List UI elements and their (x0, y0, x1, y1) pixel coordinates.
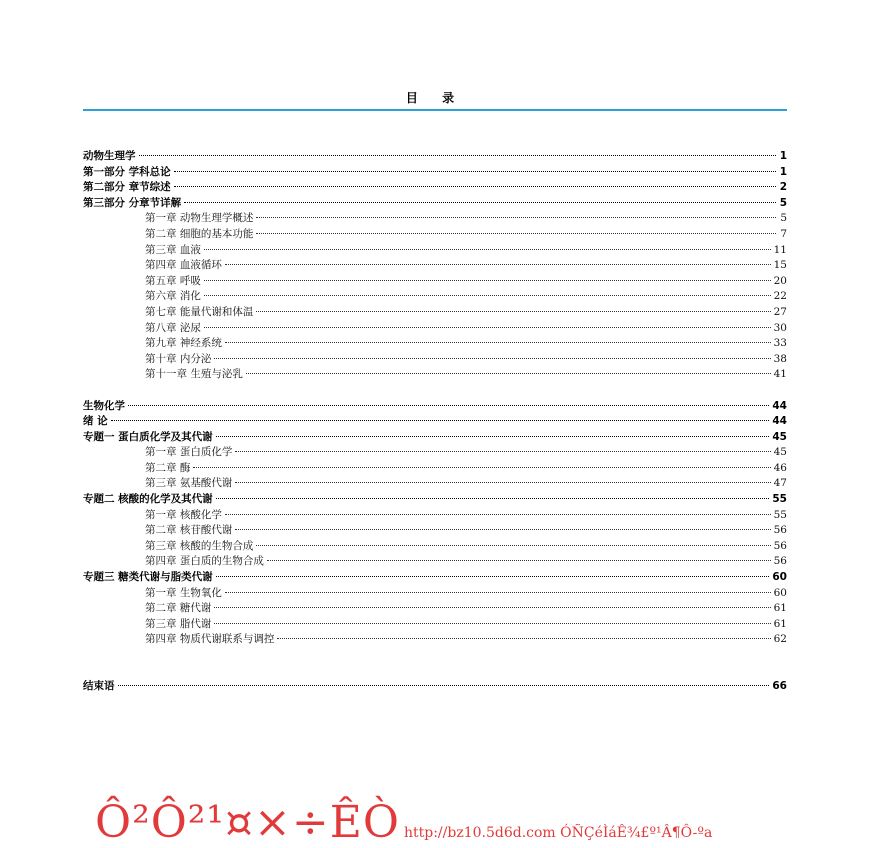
toc-title: 目 录 (405, 91, 465, 105)
dot-leader (235, 482, 770, 483)
toc-entry-page: 44 (772, 399, 787, 412)
dot-leader (225, 342, 771, 343)
toc-chapter-entry[interactable] (83, 227, 787, 243)
toc-part-entry[interactable] (83, 414, 787, 430)
toc-chapter-entry[interactable] (83, 445, 787, 461)
dot-leader (139, 155, 777, 156)
toc-part-entry[interactable] (83, 165, 787, 181)
toc-chapter-entry[interactable] (83, 211, 787, 227)
toc-entry-page: 5 (779, 196, 787, 209)
dot-leader (204, 249, 771, 250)
toc-entry-page: 20 (773, 274, 787, 287)
toc-entry-label: 生物化学 (83, 399, 125, 412)
toc-entry-label: 第二部分 章节综述 (83, 181, 171, 194)
toc-entry-page: 11 (773, 243, 787, 256)
toc-entry-label: 第四章 物质代谢联系与调控 (145, 633, 275, 646)
dot-leader (225, 514, 771, 515)
toc-entry-page: 2 (779, 181, 787, 194)
toc-entry-label: 第一章 蛋白质化学 (145, 446, 233, 459)
toc-chapter-entry[interactable] (83, 243, 787, 259)
toc-part-entry[interactable] (83, 180, 787, 196)
toc-entry-page: 61 (773, 602, 787, 615)
toc-chapter-entry[interactable] (83, 461, 787, 477)
toc-entry-label: 第三章 血液 (145, 243, 201, 256)
dot-leader (174, 186, 776, 187)
toc-entry-label: 第四章 血液循环 (145, 259, 222, 272)
dot-leader (214, 358, 770, 359)
dot-leader (193, 467, 770, 468)
toc-entry-label: 第三章 脂代谢 (145, 617, 212, 630)
dot-leader (256, 311, 770, 312)
dot-leader (128, 405, 769, 406)
toc-chapter-entry[interactable] (83, 352, 787, 368)
toc-chapter-entry[interactable] (83, 586, 787, 602)
toc-part-entry[interactable] (83, 679, 787, 695)
toc-entry-label: 结束语 (83, 680, 115, 692)
toc-chapter-entry[interactable] (83, 367, 787, 383)
toc-part-entry[interactable] (83, 430, 787, 446)
toc-entry-page: 56 (773, 524, 787, 537)
toc-entry-page: 33 (773, 337, 787, 350)
toc-chapter-entry[interactable] (83, 289, 787, 305)
toc-entry-page: 56 (773, 555, 787, 568)
toc-chapter-entry[interactable] (83, 336, 787, 352)
table-of-contents (83, 149, 787, 695)
toc-entry-page: 47 (773, 477, 787, 490)
dot-leader (256, 233, 776, 234)
toc-entry-label: 专题一 蛋白质化学及其代谢 (83, 430, 213, 443)
toc-entry-page: 45 (773, 446, 787, 459)
toc-entry-label: 第十章 内分泌 (145, 352, 212, 365)
dot-leader (184, 202, 776, 203)
toc-entry-label: 第三章 核酸的生物合成 (145, 539, 254, 552)
toc-part-entry[interactable] (83, 492, 787, 508)
toc-entry-page: 55 (772, 493, 787, 506)
dot-leader (256, 545, 770, 546)
toc-entry-page: 66 (772, 680, 787, 692)
toc-entry-label: 第三部分 分章节详解 (83, 196, 182, 209)
dot-leader (216, 436, 770, 437)
toc-entry-page: 44 (772, 415, 787, 428)
dot-leader (204, 295, 771, 296)
toc-entry-page: 55 (773, 508, 787, 521)
toc-entry-label: 第二章 核苷酸代谢 (145, 524, 233, 537)
toc-entry-label: 第八章 泌尿 (145, 321, 201, 334)
dot-leader (214, 607, 770, 608)
dot-leader (225, 592, 771, 593)
toc-chapter-entry[interactable] (83, 617, 787, 633)
dot-leader (267, 560, 771, 561)
dot-leader (204, 327, 771, 328)
toc-chapter-entry[interactable] (83, 258, 787, 274)
watermark-url: http://bz10.5d6d.com ÓÑÇéÌáÊ¾£º¹Â¶Ô-ºa (403, 825, 713, 841)
dot-leader (235, 451, 770, 452)
toc-entry-label: 第二章 糖代谢 (145, 602, 212, 615)
toc-entry-label: 第七章 能量代谢和体温 (145, 305, 254, 318)
toc-chapter-entry[interactable] (83, 554, 787, 570)
dot-leader (174, 171, 776, 172)
toc-chapter-entry[interactable] (83, 274, 787, 290)
toc-chapter-entry[interactable] (83, 476, 787, 492)
toc-entry-page: 30 (773, 321, 787, 334)
toc-chapter-entry[interactable] (83, 632, 787, 648)
toc-chapter-entry[interactable] (83, 508, 787, 524)
toc-entry-page: 56 (773, 539, 787, 552)
title-divider (83, 109, 787, 111)
toc-entry-page: 46 (773, 461, 787, 474)
toc-entry-page: 7 (780, 227, 787, 240)
dot-leader (246, 373, 771, 374)
toc-entry-label: 第三章 氨基酸代谢 (145, 477, 233, 490)
toc-entry-label: 第五章 呼吸 (145, 274, 201, 287)
dot-leader (235, 529, 770, 530)
dot-leader (225, 264, 771, 265)
toc-entry-label: 专题三 糖类代谢与脂类代谢 (83, 571, 213, 584)
toc-entry-page: 15 (773, 259, 787, 272)
dot-leader (118, 685, 770, 686)
toc-part-entry[interactable] (83, 399, 787, 415)
toc-chapter-entry[interactable] (83, 539, 787, 555)
toc-entry-page: 1 (779, 165, 787, 178)
toc-entry-page: 62 (773, 633, 787, 646)
section-gap (83, 648, 787, 679)
toc-chapter-entry[interactable] (83, 601, 787, 617)
toc-entry-label: 绪 论 (83, 415, 108, 428)
toc-entry-page: 1 (779, 150, 787, 162)
toc-entry-label: 第一部分 学科总论 (83, 165, 171, 178)
dot-leader (216, 498, 770, 499)
toc-entry-page: 45 (772, 430, 787, 443)
dot-leader (204, 280, 771, 281)
toc-entry-label: 第一章 核酸化学 (145, 508, 222, 521)
toc-entry-page: 22 (773, 290, 787, 303)
toc-part-entry[interactable] (83, 149, 787, 165)
toc-entry-page: 38 (773, 352, 787, 365)
toc-entry-page: 60 (772, 571, 787, 584)
toc-entry-label: 第一章 生物氧化 (145, 586, 222, 599)
toc-part-entry[interactable] (83, 196, 787, 212)
dot-leader (277, 638, 770, 639)
toc-chapter-entry[interactable] (83, 305, 787, 321)
dot-leader (111, 420, 770, 421)
toc-entry-label: 第十一章 生殖与泌乳 (145, 368, 243, 381)
toc-entry-label: 第六章 消化 (145, 290, 201, 303)
watermark-text: Ô²Ô²¹¤×÷ÊÒ (95, 797, 400, 848)
dot-leader (256, 217, 776, 218)
toc-entry-page: 60 (773, 586, 787, 599)
toc-entry-label: 第九章 神经系统 (145, 337, 222, 350)
toc-entry-label: 第二章 酶 (145, 461, 191, 474)
toc-entry-label: 专题二 核酸的化学及其代谢 (83, 493, 213, 506)
toc-entry-page: 5 (780, 212, 787, 225)
section-gap (83, 383, 787, 399)
toc-entry-label: 动物生理学 (83, 150, 136, 162)
toc-chapter-entry[interactable] (83, 321, 787, 337)
toc-entry-page: 27 (773, 305, 787, 318)
toc-entry-label: 第四章 蛋白质的生物合成 (145, 555, 264, 568)
dot-leader (216, 576, 770, 577)
toc-entry-page: 41 (773, 368, 787, 381)
toc-entry-label: 第二章 细胞的基本功能 (145, 227, 254, 240)
dot-leader (214, 623, 770, 624)
toc-part-entry[interactable] (83, 570, 787, 586)
watermark (95, 797, 712, 848)
toc-entry-label: 第一章 动物生理学概述 (145, 212, 254, 225)
toc-entry-page: 61 (773, 617, 787, 630)
toc-chapter-entry[interactable] (83, 523, 787, 539)
